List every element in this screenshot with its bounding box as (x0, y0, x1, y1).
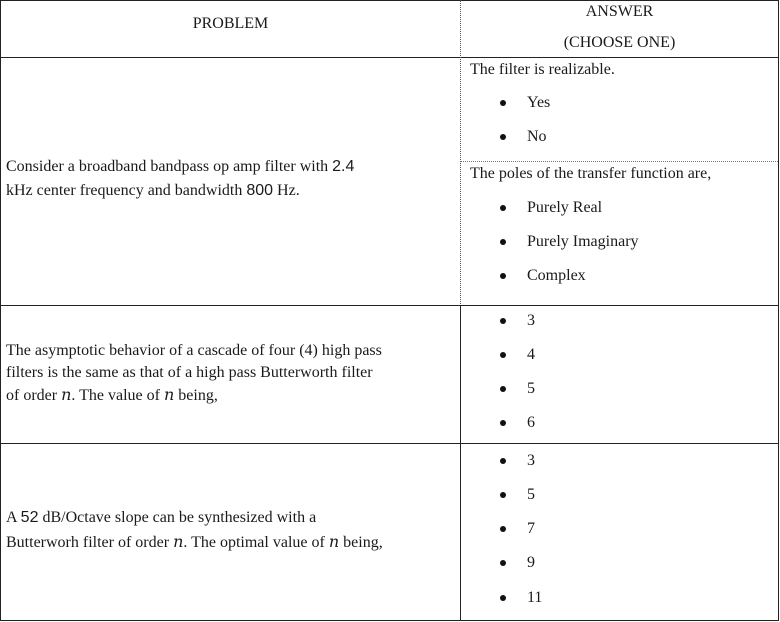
option-label: 7 (527, 520, 535, 537)
bullet-icon (500, 273, 506, 279)
option-label: Yes (527, 94, 551, 111)
q3-text-segment: Butterworh filter of order (6, 534, 174, 551)
bullet-icon (500, 205, 506, 211)
bullet-icon (500, 239, 506, 245)
q3-variable-n: n (173, 532, 184, 551)
table-bottom-border (0, 620, 779, 621)
option-label: Purely Imaginary (527, 233, 639, 250)
bullet-icon (500, 595, 506, 601)
q2-text-segment: of order (6, 387, 62, 404)
q3-problem-text-line1 (6, 507, 316, 529)
answer-column-header: ANSWER (585, 3, 654, 20)
option-label: 11 (527, 589, 543, 606)
bullet-icon (500, 420, 506, 426)
q2-text-segment: being, (174, 387, 218, 404)
table-right-border (778, 0, 779, 621)
bullet-icon (500, 560, 506, 566)
row1-divider (0, 305, 779, 306)
bullet-icon (500, 386, 506, 392)
option-label: Complex (527, 267, 586, 284)
q1b-prompt: The poles of the transfer function are, (470, 165, 712, 182)
option-label: 9 (527, 554, 535, 571)
q3-slope-value: 52 (20, 509, 39, 526)
header-divider (0, 57, 779, 58)
q2-problem-text-line3 (6, 384, 218, 407)
q1a-prompt: The filter is realizable. (470, 61, 615, 78)
q1-center-frequency-value: 2.4 (332, 158, 355, 175)
table-left-border (0, 0, 1, 621)
bullet-icon (500, 492, 506, 498)
option-label: 4 (527, 346, 535, 363)
option-label: 3 (527, 452, 535, 469)
q3-text-segment: being, (339, 534, 383, 551)
q1-subpart-divider (461, 161, 778, 162)
q1-text-segment: Hz. (273, 182, 300, 199)
q2-variable-n: n (163, 385, 175, 404)
bullet-icon (500, 352, 506, 358)
q2-variable-n: n (61, 385, 72, 404)
q3-variable-n: n (328, 532, 340, 551)
option-label: Purely Real (527, 199, 603, 216)
answer-column-subheader: (CHOOSE ONE) (563, 34, 676, 51)
option-label: No (527, 128, 547, 145)
bullet-icon (500, 100, 506, 106)
q3-problem-text-line2 (6, 531, 383, 554)
option-label: 6 (527, 414, 535, 431)
q2-problem-text-line1: The asymptotic behavior of a cascade of four (4) high pass (6, 342, 382, 359)
q1-problem-text-line1 (6, 156, 354, 178)
row2-divider (0, 443, 779, 444)
problem-column-header: PROBLEM (192, 15, 269, 32)
bullet-icon (500, 318, 506, 324)
q1-text-segment: Consider a broadband bandpass op amp filter with (6, 158, 333, 175)
bullet-icon (500, 134, 506, 140)
option-label: 5 (527, 380, 535, 397)
q2-problem-text-line2: filters is the same as that of a high pass Butterworth filter (6, 364, 373, 381)
bullet-icon (500, 458, 506, 464)
option-label: 3 (527, 312, 535, 329)
option-label: 5 (527, 486, 535, 503)
q1-problem-text-line2 (6, 180, 300, 202)
q3-text-segment: dB/Octave slope can be synthesized with a (38, 509, 317, 526)
bullet-icon (500, 526, 506, 532)
q3-text-segment: . The optimal value of (183, 534, 329, 551)
q2-text-segment: . The value of (71, 387, 164, 404)
column-divider (460, 305, 461, 621)
q1-text-segment: kHz center frequency and bandwidth (6, 182, 247, 199)
q1-bandwidth-value: 800 (246, 182, 274, 199)
q3-text-segment: A (6, 509, 21, 526)
